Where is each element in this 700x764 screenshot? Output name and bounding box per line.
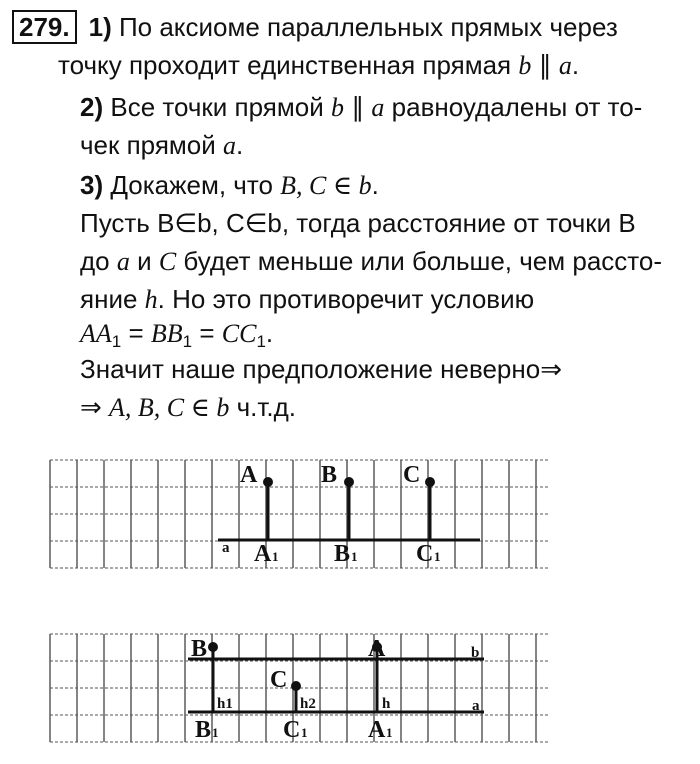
period: . (371, 170, 379, 200)
step-3-math: B, C ∈ b (280, 171, 372, 200)
proof-text: яние (80, 284, 145, 314)
label-c: C (403, 462, 421, 488)
label-b: B (191, 636, 208, 662)
label-h2: h2 (300, 696, 316, 712)
proof-text: . Но это противоречит условию (157, 284, 535, 314)
point-a (264, 478, 273, 487)
point-b (209, 643, 218, 652)
step-2-text-c: чек прямой (80, 130, 224, 160)
label-line-b: b (471, 645, 480, 661)
implies-arrow: ⇒ (80, 392, 110, 422)
label-h1: h1 (217, 696, 233, 712)
subscript: 1 (256, 332, 266, 351)
proof-line-5: Значит наше предположение неверно⇒ (80, 354, 562, 384)
step-2-number: 2) (80, 92, 104, 122)
subscript: 1 (111, 332, 122, 351)
step-1-text-cont: точку проходит единственная прямая (58, 50, 519, 80)
proof-line-1: Пусть B∈b, C∈b, тогда расстояние от точки B (80, 208, 636, 238)
step-1-number: 1) (88, 12, 112, 42)
figure-1-grid (50, 460, 550, 568)
var-a: a (558, 51, 572, 80)
label-a: A (368, 636, 386, 662)
equals: = (192, 318, 222, 348)
label-line-a: a (472, 698, 480, 714)
label-c1: C (283, 717, 301, 743)
label-a1-sub: 1 (272, 549, 279, 564)
label-c1-sub: 1 (434, 549, 441, 564)
problem-number-badge: 279. (12, 10, 77, 44)
qed-text: ч.т.д. (229, 392, 297, 422)
period: . (571, 50, 580, 80)
var-a: a (116, 247, 130, 276)
label-b1-sub: 1 (351, 549, 358, 564)
var-b: b (518, 51, 532, 80)
label-b1: B (334, 541, 351, 567)
eq-bb: BB (150, 319, 183, 348)
period: . (236, 130, 244, 160)
conclusion-math: A, B, C ∈ b (109, 393, 230, 422)
label-a1: A (368, 717, 386, 743)
label-line-a: a (222, 540, 230, 556)
step-2-text: Все точки прямой (110, 92, 331, 122)
label-a1: A (254, 541, 272, 567)
proof-text: будет меньше или больше, чем рассто- (176, 246, 663, 276)
var-a: a (223, 131, 237, 160)
label-a1-sub: 1 (386, 725, 393, 740)
period: . (265, 318, 274, 348)
label-c: C (270, 667, 288, 693)
label-b1-sub: 1 (212, 725, 219, 740)
var-b: b (330, 93, 344, 122)
label-h: h (382, 696, 391, 712)
point-b (345, 478, 354, 487)
proof-text: до (80, 246, 117, 276)
step-2-text-b: равноудалены от то- (384, 92, 643, 122)
var-h: h (144, 285, 158, 314)
parallel-symbol: ∥ (343, 92, 372, 122)
var-a: a (371, 93, 385, 122)
eq-aa: AA (80, 319, 112, 348)
parallel-symbol: ∥ (531, 50, 559, 80)
step-3-text: Докажем, что (110, 170, 281, 200)
label-b: B (321, 462, 338, 488)
step-3-number: 3) (80, 170, 104, 200)
eq-cc: CC (221, 319, 257, 348)
point-c (292, 682, 301, 691)
label-c1: C (416, 541, 434, 567)
subscript: 1 (182, 332, 193, 351)
step-1-text: По аксиоме параллельных прямых через (118, 12, 618, 42)
point-c (426, 478, 435, 487)
label-a: A (240, 462, 258, 488)
label-b1: B (195, 717, 212, 743)
var-c: C (158, 247, 177, 276)
label-c1-sub: 1 (301, 725, 308, 740)
proof-text: и (129, 246, 159, 276)
equals: = (121, 318, 151, 348)
